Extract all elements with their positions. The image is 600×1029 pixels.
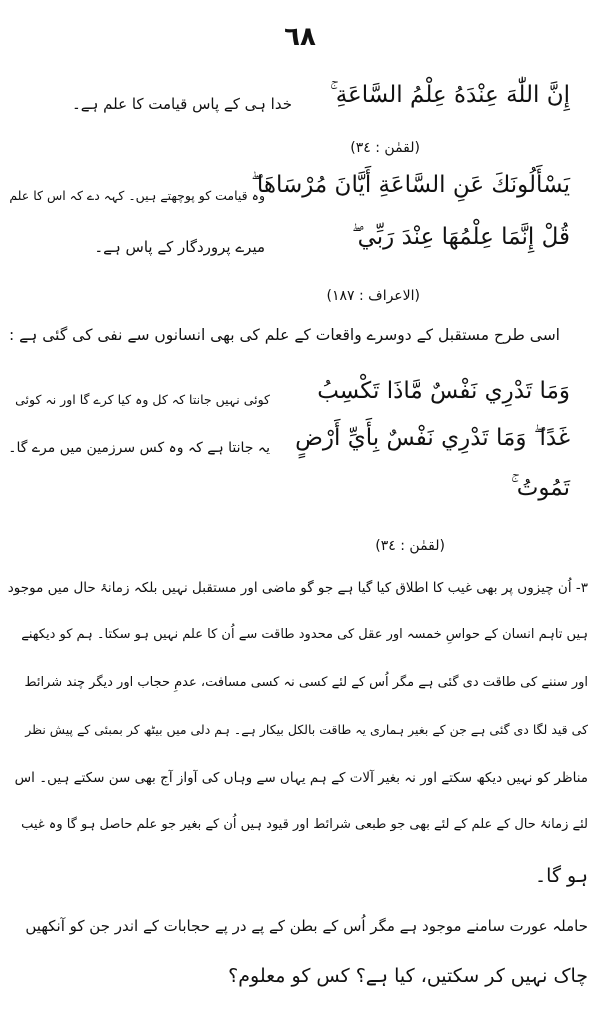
intro-line: اسی طرح مستقبل کے دوسرے واقعات کے علم کی بھی انسانوں سے نفی کی گئی ہے : [9, 326, 560, 344]
verse-3-arabic-line-1: وَمَا تَدْرِي نَفْسٌ مَّاذَا تَكْسِبُ [317, 378, 570, 404]
verse-3-translation-line-2: یہ جانتا ہے کہ وہ کس سرزمین میں مرے گا۔ [8, 440, 270, 456]
paragraph-1-line-3: اور سننے کی طاقت دی گئی ہے مگر اُس کے لئے کسی نہ کسی مسافت، عدمِ حجاب اور دیگر چند شرائط [24, 675, 588, 690]
paragraph-1-line-7: ہو گا۔ [535, 865, 588, 887]
verse-1-translation: خدا ہی کے پاس قیامت کا علم ہے۔ [72, 95, 292, 113]
verse-2-arabic-line-2: قُلْ إِنَّمَا عِلْمُهَا عِنْدَ رَبِّي ۖ [351, 224, 570, 250]
verse-1-arabic: إِنَّ اللّٰهَ عِنْدَهُ عِلْمُ السَّاعَةِ ۚ [329, 82, 570, 108]
verse-3-arabic-line-3: تَمُوتُ ۚ [511, 475, 570, 501]
paragraph-1-line-5: مناظر کو نہیں دیکھ سکتے اور نہ بغیر آلات کے ہم یہاں سے وہاں کی آواز آج بھی سن سکتے ہیں۔ اس [14, 770, 588, 786]
verse-2-reference: (الاعراف : ١٨٧) [326, 288, 420, 304]
verse-3-reference: (لقمٰن : ٣٤) [375, 538, 445, 554]
page-number: ٦٨ [284, 22, 316, 52]
verse-2-translation-line-2: میرے پروردگار کے پاس ہے۔ [94, 238, 265, 256]
verse-1-reference: (لقمٰن : ٣٤) [350, 140, 420, 156]
paragraph-2-line-2: چاک نہیں کر سکتیں، کیا ہے؟ کس کو معلوم؟ [228, 965, 588, 987]
paragraph-2-line-1: حاملہ عورت سامنے موجود ہے مگر اُس کے بطن کے پے در پے حجابات کے اندر جن کو آنکھیں [25, 917, 588, 935]
verse-2-arabic-line-1: يَسْأَلُونَكَ عَنِ السَّاعَةِ أَيَّانَ مُرْسَاهَا ۖ [251, 172, 570, 198]
paragraph-1-line-4: کی قید لگا دی گئی ہے جن کے بغیر ہماری یہ طاقت بالکل بیکار ہے۔ ہم دلی میں بیٹھ کر بمبئی کے پیش نظر [25, 722, 588, 737]
verse-3-translation-line-1: کوئی نہیں جانتا کہ کل وہ کیا کرے گا اور نہ کوئی [15, 392, 270, 407]
verse-3-arabic-line-2: غَدًا ۖ وَمَا تَدْرِي نَفْسٌ بِأَيِّ أَرْضٍ [295, 425, 570, 451]
paragraph-1-line-1: ٣- اُن چیزوں پر بھی غیب کا اطلاق کیا گیا ہے جو گو ماضی اور مستقبل نہیں بلکہ زمانۂ حال میں موجود [7, 580, 588, 596]
verse-2-translation-line-1: وہ قیامت کو پوچھتے ہیں۔ کہہ دے کہ اس کا علم [9, 188, 265, 203]
paragraph-1-line-2: ہیں تاہم انسان کے حواسِ خمسہ اور عقل کی محدود طاقت سے اُن کا علم نہیں ہو سکتا۔ ہم کو دیکھنے [21, 627, 588, 642]
paragraph-1-line-6: لئے زمانۂ حال کے علم کے لئے بھی جو طبعی شرائط اور قیود ہیں اُن کے بغیر جو علم حاصل ہو گا وہ غیب [21, 817, 588, 832]
